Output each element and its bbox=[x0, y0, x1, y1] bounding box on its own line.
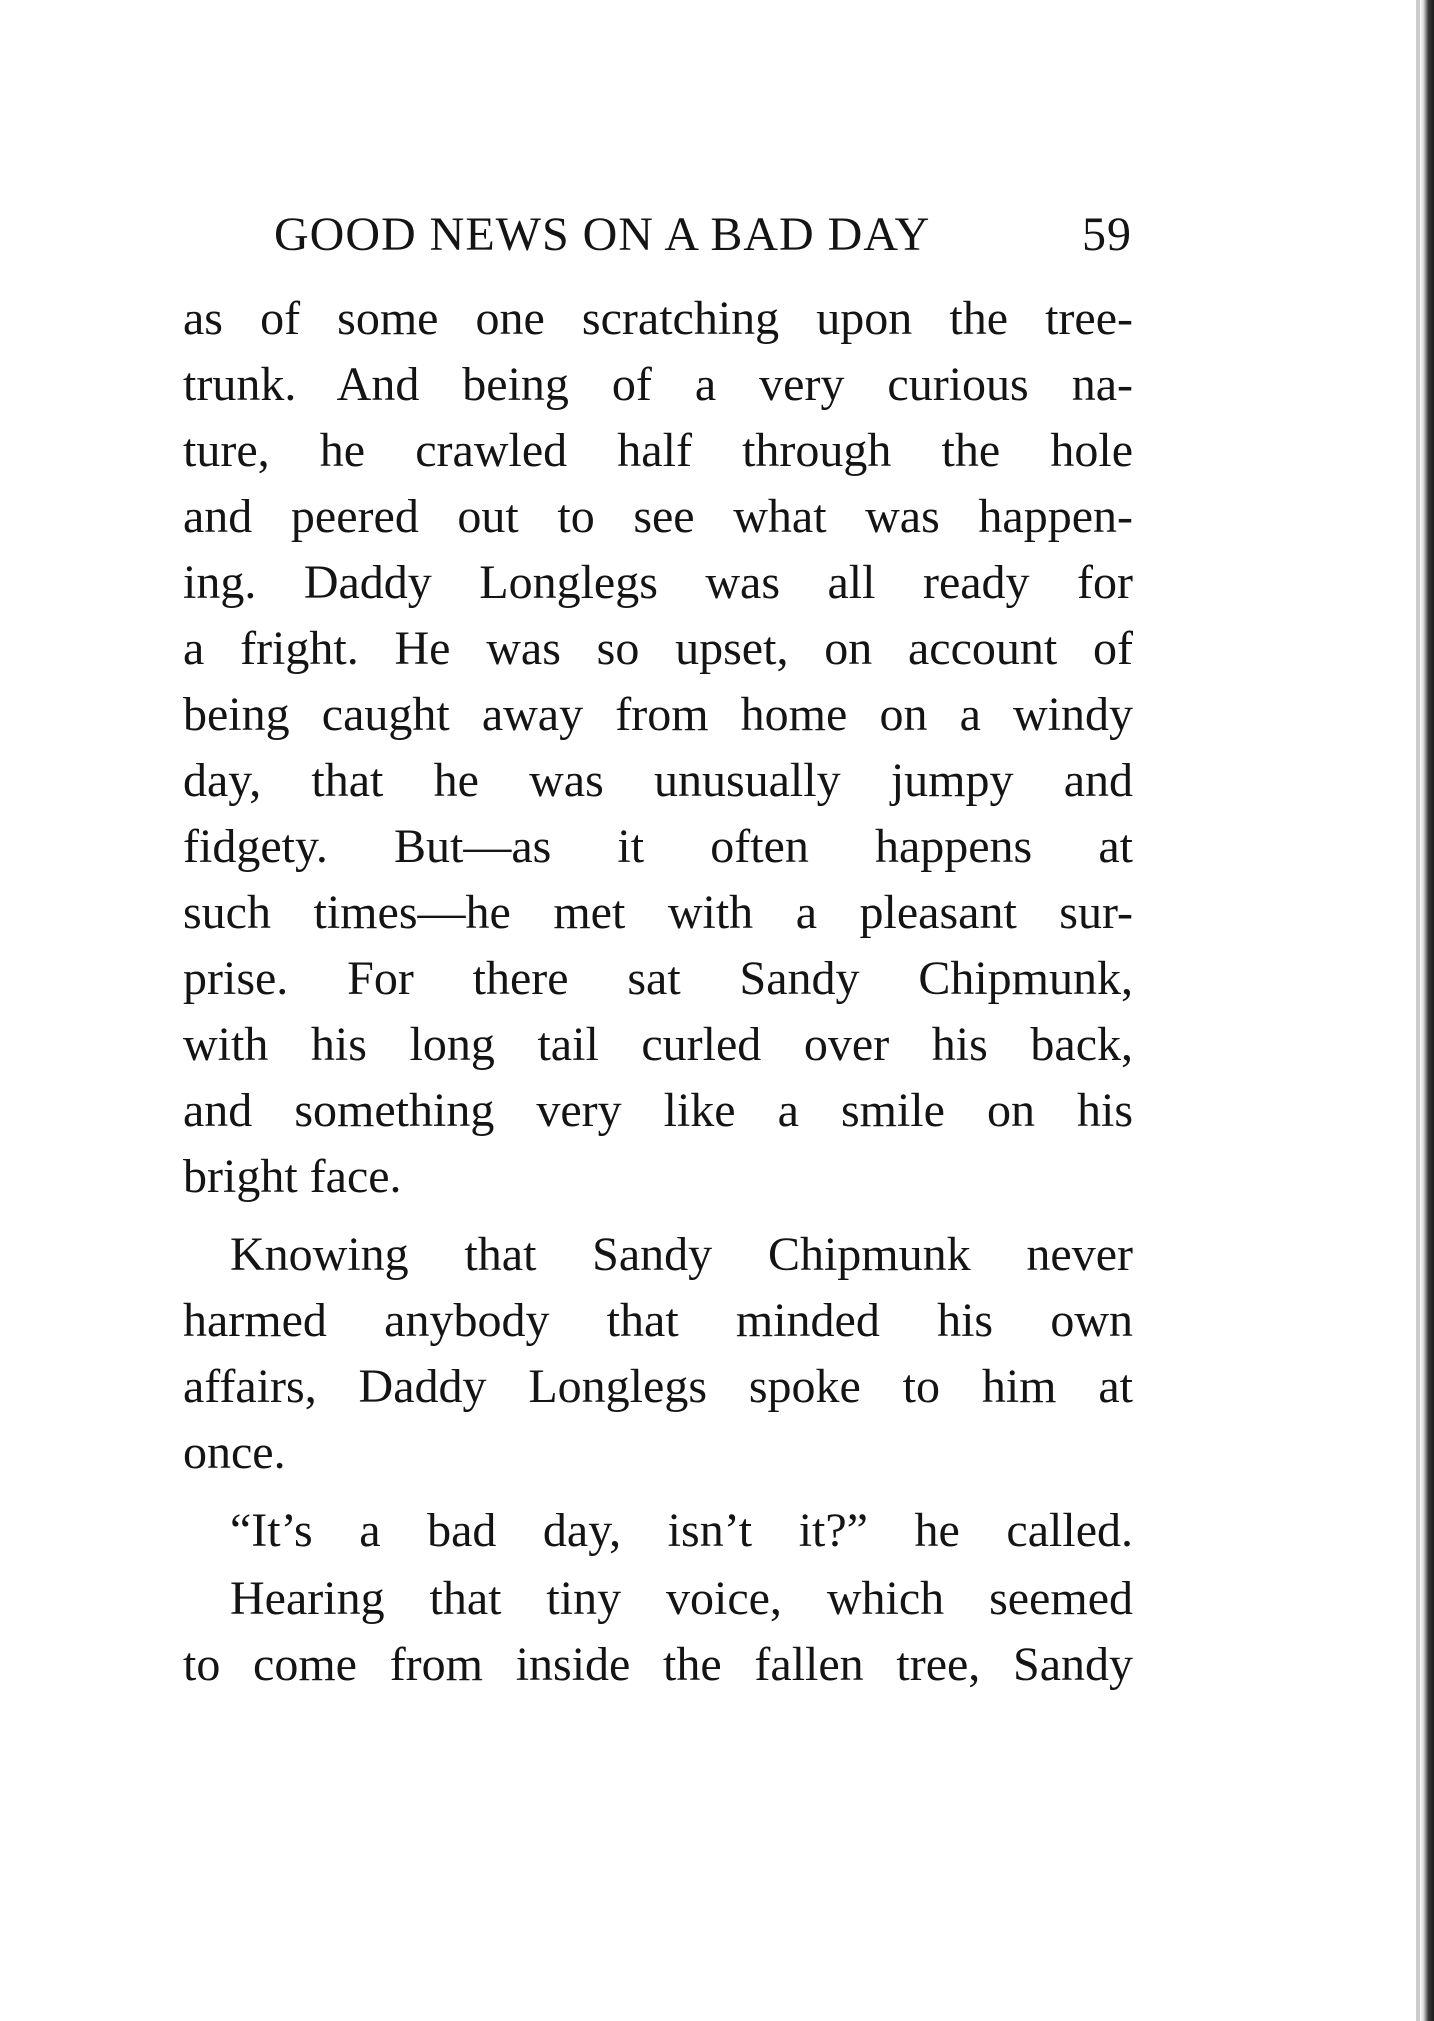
text-line: being caught away from home on a windy bbox=[183, 688, 1133, 741]
text-line: to come from inside the fallen tree, Sandy bbox=[183, 1638, 1133, 1691]
text-line: bright face. bbox=[183, 1150, 402, 1203]
text-line: day, that he was unusually jumpy and bbox=[183, 754, 1133, 807]
text-line: a fright. He was so upset, on account of bbox=[183, 622, 1133, 675]
binding-edge bbox=[1420, 0, 1434, 2021]
text-line: Knowing that Sandy Chipmunk never bbox=[230, 1228, 1133, 1281]
text-line: with his long tail curled over his back, bbox=[183, 1018, 1133, 1071]
text-line: ture, he crawled half through the hole bbox=[183, 424, 1133, 477]
running-title: GOOD NEWS ON A BAD DAY bbox=[274, 208, 931, 261]
text-line: harmed anybody that minded his own bbox=[183, 1294, 1133, 1347]
text-line: “It’s a bad day, isn’t it?” he called. bbox=[230, 1504, 1133, 1557]
text-line: trunk. And being of a very curious na- bbox=[183, 358, 1133, 411]
running-head bbox=[236, 205, 1132, 265]
page-number: 59 bbox=[1082, 208, 1132, 261]
text-line: as of some one scratching upon the tree- bbox=[183, 292, 1133, 345]
text-line: once. bbox=[183, 1426, 286, 1479]
text-line: fidgety. But—as it often happens at bbox=[183, 820, 1133, 873]
text-line: ing. Daddy Longlegs was all ready for bbox=[183, 556, 1133, 609]
text-line: such times—he met with a pleasant sur- bbox=[183, 886, 1133, 939]
text-line: prise. For there sat Sandy Chipmunk, bbox=[183, 952, 1133, 1005]
text-line: and something very like a smile on his bbox=[183, 1084, 1133, 1137]
text-line: and peered out to see what was happen- bbox=[183, 490, 1133, 543]
text-line: affairs, Daddy Longlegs spoke to him at bbox=[183, 1360, 1133, 1413]
text-line: Hearing that tiny voice, which seemed bbox=[230, 1572, 1133, 1625]
